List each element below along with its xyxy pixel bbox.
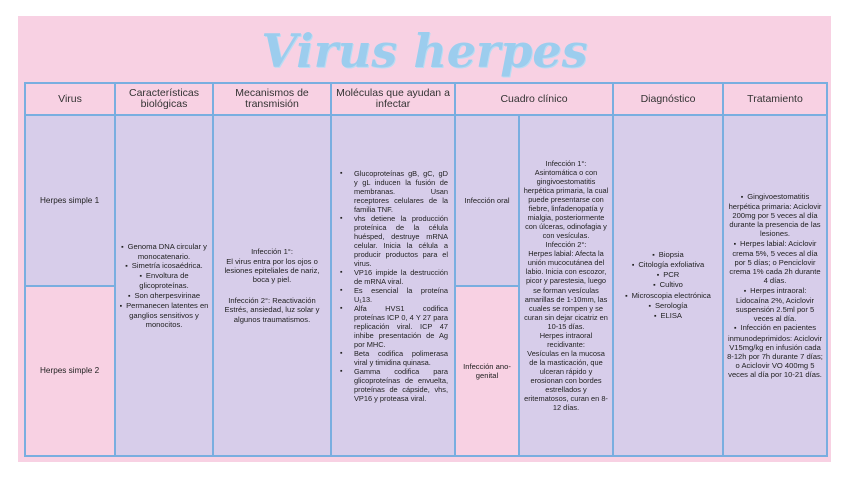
list-item: ▪ Cultivo (614, 280, 722, 290)
moleculas-cell (331, 115, 455, 456)
virus-cell-hs2: Herpes simple 2 (25, 286, 115, 456)
mecanismos-cell (213, 115, 331, 456)
infeccion-anogenital-cell: Infección ano-genital (455, 286, 519, 456)
mecanismos-secundaria-label: Infección 2°: (228, 296, 271, 306)
list-item: ▪ Simetría icosaédrica. (116, 261, 212, 271)
mecanismos-secundaria-text: Reactivación Estrés, ansiedad, luz solar y algunos traumatismos. (224, 296, 320, 324)
cuadro-intraoral-label: Herpes intraoral recidivante: (539, 330, 593, 349)
list-item: ▪ Envoltura de glicoproteínas. (116, 271, 212, 290)
header-virus: Virus (25, 83, 115, 115)
table-row (25, 115, 827, 285)
list-item: ▪ Es esencial la proteína U₁13. (338, 286, 448, 304)
header-mecanismos: Mecanismos de transmisión (213, 83, 331, 115)
header-cuadro-clinico: Cuadro clínico (455, 83, 613, 115)
list-item: ▪ Genoma DNA circular y monocatenario. (116, 242, 212, 261)
list-item: ▪ Citología exfoliativa (614, 260, 722, 270)
list-item: ▪ VP16 impide la destrucción de mRNA viral. (338, 268, 448, 286)
diagnostico-list (614, 250, 722, 321)
mecanismos-primaria (214, 247, 330, 284)
list-item: ▪ Infección en pacientes inmunodeprimidos: Aciclovir V15mg/kg en infusión cada 8-12h por 7h durante 7 días; o Aciclovir VO 400mg 5 veces al día por 10-21 días. (727, 323, 823, 379)
cuadro-primaria-label: Infección 1°: (545, 158, 587, 168)
header-moleculas: Moléculas que ayudan a infectar (331, 83, 455, 115)
list-item: ▪ Serología (614, 301, 722, 311)
header-tratamiento: Tratamiento (723, 83, 827, 115)
list-item: ▪ Glucoproteínas gB, gC, gD y gL inducen la fusión de membranas. Usan receptores celulares de la familia TNF. (338, 169, 448, 214)
cuadro-clinico-text (520, 157, 612, 414)
tratamiento-cell (723, 115, 827, 456)
caracteristicas-list (116, 242, 212, 330)
page-title: Virus herpes (261, 24, 588, 78)
diagnostico-cell (613, 115, 723, 456)
header-caracteristicas: Características biológicas (115, 83, 213, 115)
list-item: ▪ Biopsia (614, 250, 722, 260)
mecanismos-secundaria (214, 296, 330, 324)
tratamiento-list (724, 192, 826, 380)
mecanismos-primaria-label: Infección 1°: (251, 247, 293, 257)
cuadro-primaria-text: Asintomática o con gingivoestomatitis herpética primaria, la cual puede presentarse con fiebre, linfadenopatía y mialgia, posteriormente con úlceras, odinofagia y con vesículas. (523, 167, 609, 241)
list-item: ▪ Son αherpesvirinae (116, 291, 212, 301)
cuadro-secundaria-text: Herpes labial: Afecta la unión mucocutánea del labio. Inicia con escozor, picor y parestesia, luego se forman vesículas amarillas de 1-10mm, las cuales se rompen y se curan sin dejar cicatriz en 10-15 días. (524, 249, 608, 331)
cuadro-intraoral-text: Vesículas en la mucosa de la masticación, que ulceran rápido y erosionan con bordes estrellados y eritematosos, curan en 8-12 días. (524, 348, 608, 413)
list-item: ▪ Gamma codifica para glicoproteínas de envuelta, proteínas de cápside, vhs, VP16 y proteasa viral. (338, 367, 448, 403)
header-row (25, 83, 827, 115)
list-item: ▪ vhs detiene la producción proteínica de la célula huésped, destruye mRNA celular. Inicia la célula a producir productos para el virus. (338, 214, 448, 268)
list-item: ▪ Permanecen latentes en ganglios sensitivos y monocitos. (116, 301, 212, 330)
cuadro-clinico-cell (519, 115, 613, 456)
header-diagnostico: Diagnóstico (613, 83, 723, 115)
list-item: ▪ Alfa HVS1 codifica proteínas ICP 0, 4 Y 27 para replicación viral. ICP 47 inhibe presentación de Ag por MHC. (338, 304, 448, 349)
virus-cell-hs1: Herpes simple 1 (25, 115, 115, 285)
list-item: ▪ Gingivoestomatitis herpética primaria: Aciclovir 200mg por 5 veces al día durante la presencia de las lesiones. (727, 192, 823, 239)
herpes-table (24, 82, 828, 457)
list-item: ▪ Microscopia electrónica (614, 291, 722, 301)
document-sheet (18, 16, 831, 462)
caracteristicas-cell (115, 115, 213, 456)
list-item: ▪ ELISA (614, 311, 722, 321)
infeccion-oral-cell: Infección oral (455, 115, 519, 285)
mecanismos-primaria-text: El virus entra por los ojos o lesiones epiteliales de nariz, boca y piel. (224, 256, 320, 284)
cuadro-secundaria-label: Infección 2°: (545, 240, 587, 250)
moleculas-list (332, 167, 454, 405)
list-item: ▪ Beta codifica polimerasa viral y timidina quinasa. (338, 349, 448, 367)
list-item: ▪ Herpes intraoral: Lidocaína 2%, Aciclovir suspensión 2.5ml por 5 veces al día. (727, 286, 823, 324)
list-item: ▪ PCR (614, 270, 722, 280)
list-item: ▪ Herpes labial: Aciclovir crema 5%, 5 veces al día por 5 días; o Penciclovir crema 1% cada 2h durante 4 días. (727, 239, 823, 286)
